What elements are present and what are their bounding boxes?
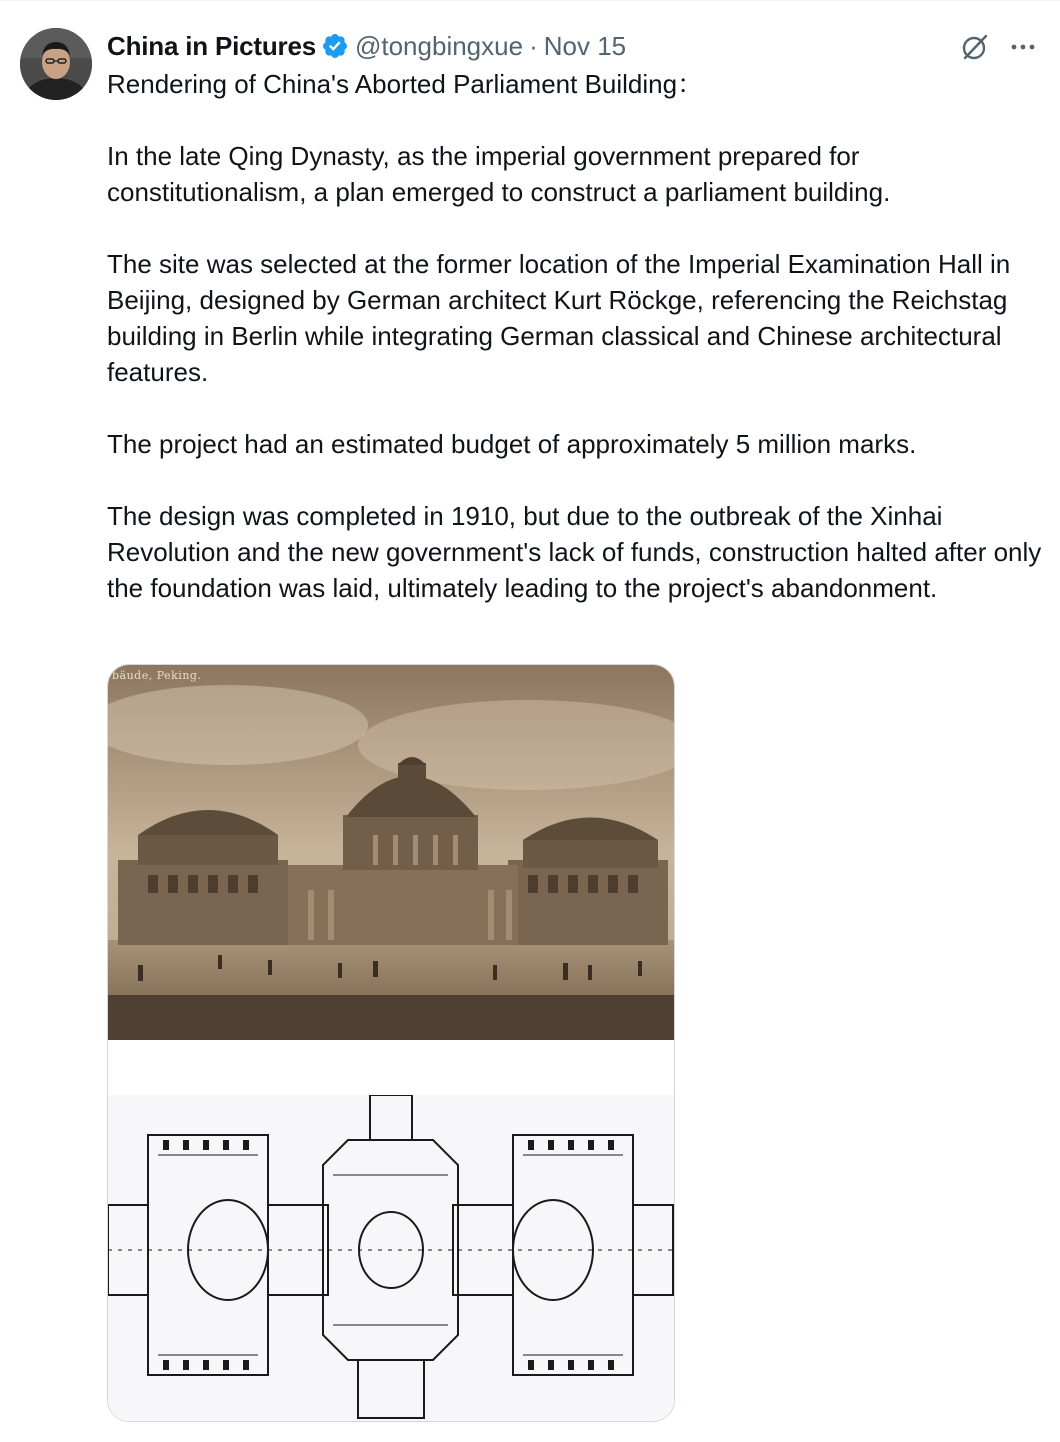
more-icon[interactable] xyxy=(1006,30,1040,64)
tweet-text xyxy=(107,66,1047,606)
tweet-paragraph: The project had an estimated budget of approximately 5 million marks. xyxy=(107,429,917,459)
parliament-rendering-image[interactable] xyxy=(108,665,674,1040)
display-name[interactable]: China in Pictures xyxy=(107,30,316,61)
tweet-paragraph: In the late Qing Dynasty, as the imperial government prepared for constitutionalism, a plan emerged to construct a parliament building. xyxy=(107,141,891,207)
timestamp[interactable]: Nov 15 xyxy=(543,30,627,61)
tweet-paragraph: The site was selected at the former location of the Imperial Examination Hall in Beijing, designed by German architect Kurt Röckge, referencing the Reichstag building in Berlin while integrating German classical and Chinese architectural features. xyxy=(107,249,1011,387)
floor-plan-image[interactable] xyxy=(108,1095,674,1421)
tweet-paragraph: The design was completed in 1910, but due to the outbreak of the Xinhai Revolution and the new government's lack of funds, construction halted after only the foundation was laid, ultimately leading to the project's abandonment. xyxy=(107,501,1042,603)
separator-dot: · xyxy=(529,30,538,61)
tweet-paragraph: Rendering of China's Aborted Parliament Building： xyxy=(107,69,704,99)
grok-icon[interactable] xyxy=(958,30,992,64)
handle[interactable]: @tongbingxue xyxy=(354,30,524,61)
photo-caption: bäude, Peking. xyxy=(112,669,202,682)
verified-badge-icon[interactable] xyxy=(321,32,349,60)
header-actions xyxy=(958,30,1040,64)
media-container xyxy=(107,664,675,1422)
tweet-header xyxy=(107,28,626,64)
avatar[interactable] xyxy=(20,28,92,100)
